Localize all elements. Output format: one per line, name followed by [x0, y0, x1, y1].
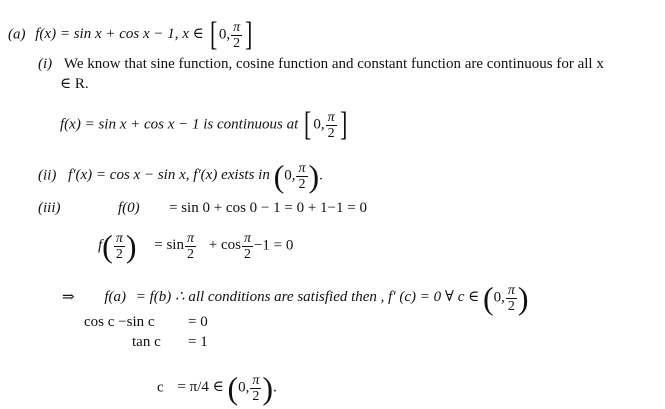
pi-over-two-fraction: $\frac{\pi}{2}$ [243, 230, 251, 262]
implies-arrow: ⇒ [62, 289, 75, 306]
interval-start: 0, [238, 379, 250, 396]
f-pi-end: −1 = 0 [253, 237, 294, 254]
part-ii-label: (ii) [38, 167, 57, 184]
left-bracket: [ [303, 106, 312, 143]
implies-mid: = f(b) ∴ all conditions are satisfied then , f′ (c) = 0 ∀ c ∈ [135, 289, 480, 306]
right-bracket: ] [339, 106, 347, 143]
part-iii-label: (iii) [38, 200, 61, 216]
interval-start: 0, [218, 26, 231, 43]
interval-start: 0, [284, 167, 296, 184]
pi-over-two-fraction: $\frac{\pi}{2}$ [115, 230, 123, 262]
solve-line1-lhs: cos c −sin c [84, 314, 155, 330]
part-i-text3: f(x) = sin x + cos x − 1 is continuous at [60, 116, 299, 133]
solve-line3-rhs: = π/4 ∈ [177, 379, 224, 396]
solve-line3 [157, 372, 277, 404]
f-zero-rhs: = sin 0 + cos 0 − 1 = 0 + 1−1 = 0 [169, 200, 367, 216]
part-a-text: f(x) = sin x + cos x − 1, x ∈ [35, 26, 204, 43]
solve-line2-lhs: tan c [132, 334, 161, 350]
pi-over-two-fraction: $\frac{\pi}{2}$ [298, 160, 306, 192]
right-paren: ) [262, 370, 274, 406]
part-a-label: (a) [8, 26, 26, 43]
f-pi-line [98, 230, 293, 262]
interval-start: 0, [313, 116, 325, 133]
implies-line [62, 282, 529, 314]
solve-line1-rhs: = 0 [188, 314, 208, 330]
left-paren: ( [102, 228, 113, 264]
implies-lhs: f(a) [104, 289, 126, 306]
right-paren: ) [125, 228, 137, 264]
pi-over-two-fraction: $\frac{\pi}{2}$ [252, 372, 260, 404]
solve-line2-rhs: = 1 [188, 334, 208, 350]
solve-end: . [273, 379, 277, 396]
part-i-line3 [60, 108, 349, 142]
right-bracket: ] [245, 16, 253, 53]
left-paren: ( [273, 158, 285, 194]
part-iii-line1 [38, 198, 61, 218]
left-bracket: [ [209, 16, 217, 53]
part-a-line [8, 18, 254, 52]
part-ii-end: . [319, 167, 323, 184]
f-pi-plus: + cos [208, 237, 241, 254]
part-ii-line [38, 160, 323, 192]
pi-over-two-fraction: $\frac{\pi}{2}$ [233, 19, 241, 51]
part-i-text1: We know that sine function, cosine function and constant function are continuous for all x [63, 56, 604, 72]
pi-over-two-fraction: $\frac{\pi}{2}$ [327, 109, 335, 141]
part-i-line2: ∈ R. [60, 76, 89, 92]
f-zero-lhs: f(0) [118, 200, 140, 216]
right-paren: ) [517, 280, 529, 316]
interval-start: 0, [493, 289, 505, 306]
solve-line3-lhs: c [157, 379, 164, 396]
f-pi-f: f [98, 237, 103, 254]
part-ii-text: f′(x) = cos x − sin x, f′(x) exists in [68, 167, 270, 184]
f-pi-eq: = sin [154, 237, 184, 254]
part-i-line1 [38, 54, 604, 74]
pi-over-two-fraction: $\frac{\pi}{2}$ [186, 230, 194, 262]
pi-over-two-fraction: $\frac{\pi}{2}$ [507, 282, 515, 314]
left-paren: ( [482, 280, 494, 316]
left-paren: ( [227, 370, 239, 406]
right-paren: ) [308, 158, 320, 194]
part-i-label: (i) [38, 56, 53, 72]
